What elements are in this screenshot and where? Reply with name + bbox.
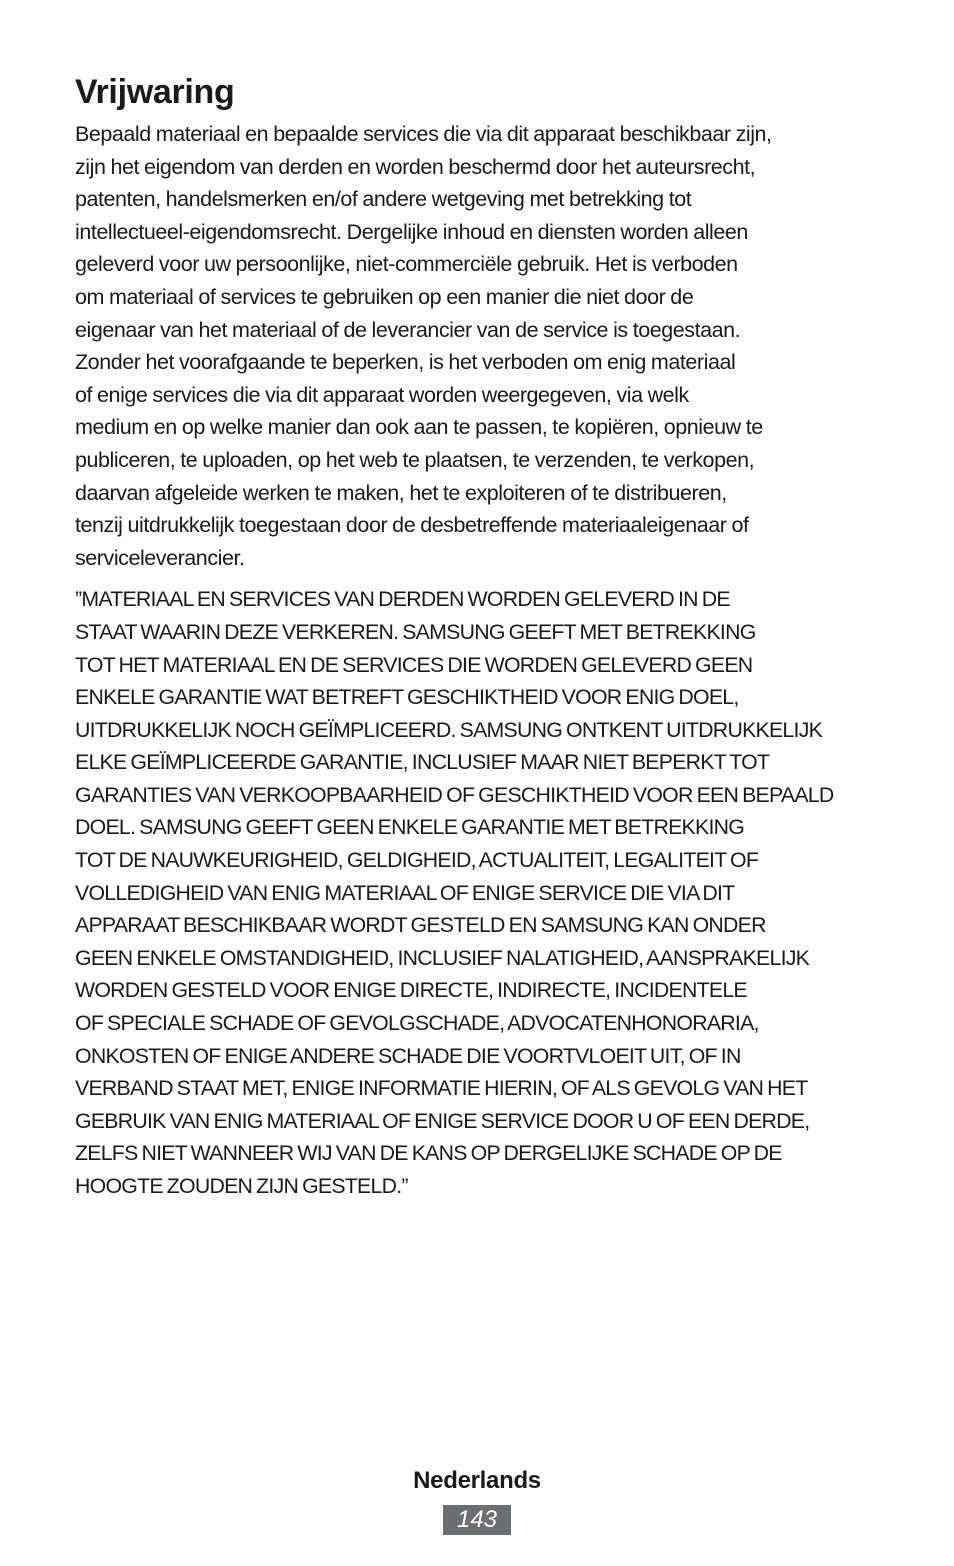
warranty-disclaimer-paragraph bbox=[75, 583, 885, 1202]
paragraph-line: ELKE GEÏMPLICEERDE GARANTIE, INCLUSIEF MAAR NIET BEPERKT TOT bbox=[75, 750, 770, 775]
paragraph-line: intellectueel-eigendomsrecht. Dergelijke inhoud en diensten worden alleen bbox=[75, 219, 748, 244]
paragraph-line: publiceren, te uploaden, op het web te plaatsen, te verzenden, te verkopen, bbox=[75, 447, 755, 472]
paragraph-line: ONKOSTEN OF ENIGE ANDERE SCHADE DIE VOORTVLOEIT UIT, OF IN bbox=[75, 1043, 741, 1068]
section-title: Vrijwaring bbox=[75, 73, 235, 111]
paragraph-line: STAAT WAARIN DEZE VERKEREN. SAMSUNG GEEFT MET BETREKKING bbox=[75, 619, 756, 644]
paragraph-line: Bepaald materiaal en bepaalde services die via dit apparaat beschikbaar zijn, bbox=[75, 122, 772, 146]
paragraph-line: UITDRUKKELIJK NOCH GEÏMPLICEERD. SAMSUNG ONTKENT UITDRUKKELIJK bbox=[75, 717, 823, 742]
paragraph-line: VERBAND STAAT MET, ENIGE INFORMATIE HIERIN, OF ALS GEVOLG VAN HET bbox=[75, 1076, 808, 1101]
paragraph-line: serviceleverancier. bbox=[75, 545, 245, 570]
footer-language: Nederlands bbox=[413, 1467, 541, 1494]
paragraph-line: ZELFS NIET WANNEER WIJ VAN DE KANS OP DERGELIJKE SCHADE OP DE bbox=[75, 1141, 782, 1166]
paragraph-line: om materiaal of services te gebruiken op een manier die niet door de bbox=[75, 284, 694, 309]
paragraph-line: GEEN ENKELE OMSTANDIGHEID, INCLUSIEF NALATIGHEID, AANSPRAKELIJK bbox=[75, 945, 810, 970]
paragraph-line: WORDEN GESTELD VOOR ENIGE DIRECTE, INDIRECTE, INCIDENTELE bbox=[75, 978, 747, 1003]
paragraph-line: GEBRUIK VAN ENIG MATERIAAL OF ENIGE SERVICE DOOR U OF EEN DERDE, bbox=[75, 1108, 810, 1133]
paragraph-line: tenzij uitdrukkelijk toegestaan door de desbetreffende materiaaleigenaar of bbox=[75, 513, 749, 538]
paragraph-line: APPARAAT BESCHIKBAAR WORDT GESTELD EN SAMSUNG KAN ONDER bbox=[75, 913, 766, 938]
page-number-badge: 143 bbox=[443, 1505, 511, 1535]
paragraph-line: GARANTIES VAN VERKOOPBAARHEID OF GESCHIKTHEID VOOR EEN BEPAALD bbox=[75, 782, 834, 807]
paragraph-line: geleverd voor uw persoonlijke, niet-commerciële gebruik. Het is verboden bbox=[75, 252, 738, 277]
paragraph-line: of enige services die via dit apparaat worden weergegeven, via welk bbox=[75, 382, 689, 407]
paragraph-line: TOT HET MATERIAAL EN DE SERVICES DIE WORDEN GELEVERD GEEN bbox=[75, 652, 753, 677]
paragraph-line: daarvan afgeleide werken te maken, het te exploiteren of te distribueren, bbox=[75, 480, 727, 505]
paragraph-line: zijn het eigendom van derden en worden beschermd door het auteursrecht, bbox=[75, 154, 756, 179]
paragraph-line: OF SPECIALE SCHADE OF GEVOLGSCHADE, ADVOCATENHONORARIA, bbox=[75, 1011, 759, 1036]
paragraph-line: ”MATERIAAL EN SERVICES VAN DERDEN WORDEN GELEVERD IN DE bbox=[75, 587, 730, 612]
paragraph-line: HOOGTE ZOUDEN ZIJN GESTELD.” bbox=[75, 1174, 408, 1198]
paragraph-line: patenten, handelsmerken en/of andere wetgeving met betrekking tot bbox=[75, 187, 692, 212]
paragraph-line: medium en op welke manier dan ook aan te passen, te kopiëren, opnieuw te bbox=[75, 415, 763, 440]
paragraph-line: TOT DE NAUWKEURIGHEID, GELDIGHEID, ACTUALITEIT, LEGALITEIT OF bbox=[75, 848, 759, 873]
paragraph-line: DOEL. SAMSUNG GEEFT GEEN ENKELE GARANTIE MET BETREKKING bbox=[75, 815, 745, 840]
page-content bbox=[75, 70, 885, 1203]
paragraph-line: Zonder het voorafgaande te beperken, is het verboden om enig materiaal bbox=[75, 350, 736, 375]
paragraph-line: VOLLEDIGHEID VAN ENIG MATERIAAL OF ENIGE SERVICE DIE VIA DIT bbox=[75, 880, 735, 905]
paragraph-line: ENKELE GARANTIE WAT BETREFT GESCHIKTHEID VOOR ENIG DOEL, bbox=[75, 685, 739, 710]
paragraph-line: eigenaar van het materiaal of de leverancier van de service is toegestaan. bbox=[75, 317, 741, 342]
disclaimer-paragraph bbox=[75, 118, 885, 574]
